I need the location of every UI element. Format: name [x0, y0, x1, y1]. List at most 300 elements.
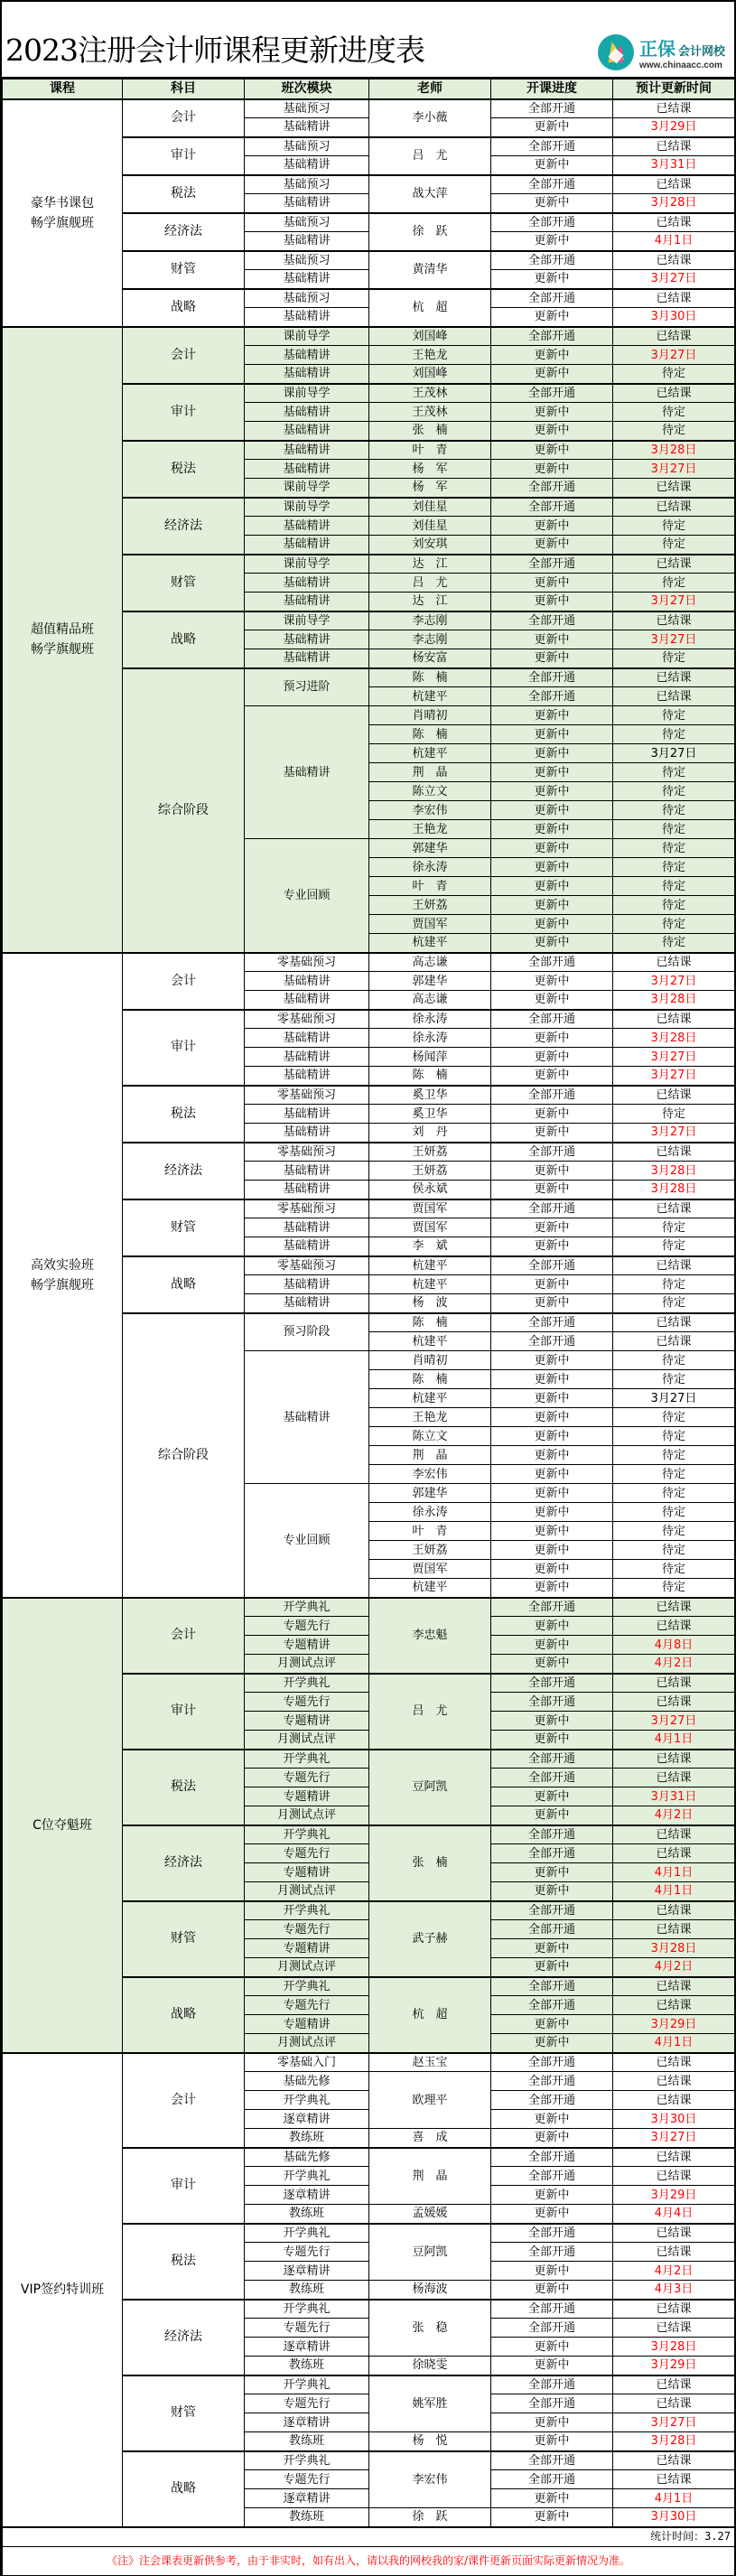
progress-cell: 更新中 [491, 706, 613, 725]
progress-cell: 更新中 [491, 2508, 613, 2527]
update-time-cell: 3月27日 [613, 630, 735, 649]
update-time-cell: 3月28日 [613, 2338, 735, 2357]
progress-cell: 更新中 [491, 156, 613, 175]
progress-cell: 全部开通 [491, 1769, 613, 1787]
update-time-cell: 已结课 [613, 384, 735, 403]
progress-cell: 更新中 [491, 858, 613, 877]
update-time-cell: 3月27日 [613, 1048, 735, 1067]
progress-cell: 更新中 [491, 441, 613, 460]
update-time-cell: 3月28日 [613, 1939, 735, 1958]
teacher-cell: 徐永涛 [369, 858, 491, 877]
progress-cell: 全部开通 [491, 668, 613, 687]
subject-cell: 审计 [123, 137, 245, 175]
progress-cell: 全部开通 [491, 2053, 613, 2072]
teacher-cell: 徐 跃 [369, 213, 491, 251]
module-cell: 课前导学 [245, 498, 369, 517]
teacher-cell: 黄清华 [369, 251, 491, 289]
module-cell: 基础精讲 [245, 1048, 369, 1067]
course-cell: C位夺魁班 [3, 1598, 123, 2053]
teacher-cell: 王艳龙 [369, 1408, 491, 1427]
subject-cell: 经济法 [123, 2300, 245, 2375]
update-time-cell: 待定 [613, 1237, 735, 1256]
teacher-cell: 郭建华 [369, 839, 491, 858]
progress-cell: 全部开通 [491, 2148, 613, 2167]
progress-cell: 更新中 [491, 2034, 613, 2053]
progress-cell: 更新中 [491, 2262, 613, 2281]
teacher-cell: 徐永涛 [369, 1503, 491, 1522]
progress-cell: 更新中 [491, 2338, 613, 2357]
update-time-cell: 待定 [613, 1370, 735, 1389]
module-cell: 专题先行 [245, 2470, 369, 2489]
teacher-cell: 陈 楠 [369, 668, 491, 687]
progress-cell: 更新中 [491, 1958, 613, 1977]
progress-cell: 更新中 [491, 1712, 613, 1731]
table-row [3, 953, 735, 972]
teacher-cell: 陈立文 [369, 782, 491, 801]
teacher-cell: 杭 超 [369, 1977, 491, 2053]
update-time-cell: 4月3日 [613, 2281, 735, 2300]
module-cell: 课前导学 [245, 611, 369, 630]
progress-cell: 更新中 [491, 2205, 613, 2224]
progress-cell: 更新中 [491, 2357, 613, 2375]
logo-brand: 正保 [638, 38, 675, 60]
update-time-cell: 待定 [613, 517, 735, 536]
subject-cell: 税法 [123, 441, 245, 498]
update-time-cell: 3月27日 [613, 346, 735, 365]
module-cell: 专业回顾 [245, 839, 369, 953]
subject-cell: 会计 [123, 327, 245, 384]
subject-cell: 会计 [123, 1598, 245, 1674]
update-time-cell: 4月1日 [613, 1731, 735, 1750]
update-time-cell: 已结课 [613, 1313, 735, 1332]
update-time-cell: 已结课 [613, 137, 735, 156]
progress-cell: 更新中 [491, 536, 613, 555]
update-time-cell: 已结课 [613, 1617, 735, 1636]
teacher-cell: 李忠魁 [369, 1598, 491, 1674]
module-cell: 开学典礼 [245, 2375, 369, 2394]
update-time-cell: 已结课 [613, 1674, 735, 1693]
module-cell: 基础精讲 [245, 156, 369, 175]
teacher-cell: 王妍荔 [369, 1143, 491, 1162]
teacher-cell: 李志刚 [369, 611, 491, 630]
module-cell: 逐章精讲 [245, 2262, 369, 2281]
stat-time: 统计时间：3.27 [3, 2527, 735, 2547]
update-time-cell: 已结课 [613, 2167, 735, 2186]
teacher-cell: 王妍荔 [369, 1541, 491, 1560]
progress-cell: 全部开通 [491, 2451, 613, 2470]
teacher-cell: 荆 晶 [369, 763, 491, 782]
update-time-cell: 已结课 [613, 1143, 735, 1162]
progress-cell: 更新中 [491, 1162, 613, 1181]
progress-cell: 全部开通 [491, 289, 613, 308]
progress-cell: 更新中 [491, 1560, 613, 1579]
progress-cell: 更新中 [491, 896, 613, 915]
progress-cell: 全部开通 [491, 1977, 613, 1996]
update-time-cell: 待定 [613, 574, 735, 593]
module-cell: 零基础预习 [245, 1256, 369, 1275]
teacher-cell: 李志刚 [369, 630, 491, 649]
module-cell: 开学典礼 [245, 2224, 369, 2243]
subject-cell: 审计 [123, 1010, 245, 1086]
module-cell: 基础精讲 [245, 1105, 369, 1124]
progress-cell: 更新中 [491, 1655, 613, 1674]
progress-cell: 全部开通 [491, 213, 613, 232]
module-cell: 基础先修 [245, 2072, 369, 2091]
module-cell: 基础精讲 [245, 194, 369, 213]
progress-cell: 更新中 [491, 991, 613, 1010]
teacher-cell: 杭建平 [369, 934, 491, 953]
subject-cell: 审计 [123, 2148, 245, 2224]
progress-cell: 全部开通 [491, 1143, 613, 1162]
teacher-cell: 陈 楠 [369, 1313, 491, 1332]
update-time-cell: 已结课 [613, 1825, 735, 1844]
module-cell: 基础精讲 [245, 1029, 369, 1048]
teacher-cell: 肖晴初 [369, 1351, 491, 1370]
teacher-cell: 荆 晶 [369, 2148, 491, 2205]
progress-cell: 更新中 [491, 1294, 613, 1313]
module-cell: 专题先行 [245, 1693, 369, 1712]
footer-note: 《注》注会课表更新供参考，由于非实时，如有出入，请以我的网校我的家/课件更新页面实际更新情况为准。 [3, 2547, 735, 2576]
teacher-cell: 叶 青 [369, 1522, 491, 1541]
subject-cell: 战略 [123, 1256, 245, 1313]
module-cell: 开学典礼 [245, 2091, 369, 2110]
progress-cell: 全部开通 [491, 2091, 613, 2110]
subject-cell: 财管 [123, 251, 245, 289]
progress-cell: 全部开通 [491, 687, 613, 706]
update-time-cell: 已结课 [613, 1901, 735, 1920]
update-time-cell: 已结课 [613, 668, 735, 687]
module-cell: 专题精讲 [245, 1636, 369, 1655]
teacher-cell: 战大萍 [369, 175, 491, 213]
teacher-cell: 王艳龙 [369, 346, 491, 365]
update-time-cell: 待定 [613, 365, 735, 384]
teacher-cell: 孟媛媛 [369, 2205, 491, 2224]
update-time-cell: 已结课 [613, 289, 735, 308]
module-cell: 专题先行 [245, 2319, 369, 2338]
update-time-cell: 已结课 [613, 498, 735, 517]
module-cell: 基础预习 [245, 137, 369, 156]
course-section [3, 953, 735, 1598]
module-cell: 基础精讲 [245, 422, 369, 441]
teacher-cell: 达 江 [369, 555, 491, 574]
progress-cell: 全部开通 [491, 1825, 613, 1844]
update-time-cell: 待定 [613, 1560, 735, 1579]
update-time-cell: 3月28日 [613, 1029, 735, 1048]
update-time-cell: 3月27日 [613, 744, 735, 763]
progress-cell: 更新中 [491, 763, 613, 782]
teacher-cell: 高志谦 [369, 953, 491, 972]
progress-cell: 更新中 [491, 574, 613, 593]
course-section [3, 2053, 735, 2527]
table-row [3, 1598, 735, 1617]
module-cell: 基础精讲 [245, 270, 369, 289]
teacher-cell: 荆 晶 [369, 1446, 491, 1465]
progress-cell: 更新中 [491, 2281, 613, 2300]
progress-cell: 全部开通 [491, 2072, 613, 2091]
table-row [3, 327, 735, 346]
progress-cell: 全部开通 [491, 498, 613, 517]
module-cell: 逐章精讲 [245, 2413, 369, 2432]
teacher-cell: 李 斌 [369, 1237, 491, 1256]
module-cell: 月测试点评 [245, 1882, 369, 1901]
update-time-cell: 待定 [613, 1503, 735, 1522]
teacher-cell: 刘 丹 [369, 1124, 491, 1143]
module-cell: 开学典礼 [245, 2300, 369, 2319]
progress-cell: 更新中 [491, 308, 613, 327]
progress-cell: 更新中 [491, 1503, 613, 1522]
update-time-cell: 3月28日 [613, 1181, 735, 1199]
module-cell: 教练班 [245, 2357, 369, 2375]
update-time-cell: 3月30日 [613, 2508, 735, 2527]
teacher-cell: 王茂林 [369, 384, 491, 403]
teacher-cell: 姚军胜 [369, 2375, 491, 2432]
update-time-cell: 已结课 [613, 2072, 735, 2091]
module-cell: 零基础预习 [245, 1143, 369, 1162]
progress-cell: 更新中 [491, 877, 613, 896]
update-time-cell: 已结课 [613, 1769, 735, 1787]
subject-cell: 会计 [123, 2053, 245, 2148]
progress-cell: 全部开通 [491, 2224, 613, 2243]
progress-cell: 更新中 [491, 1427, 613, 1446]
table-row [3, 99, 735, 118]
update-time-cell: 3月27日 [613, 2413, 735, 2432]
module-cell: 开学典礼 [245, 1750, 369, 1769]
update-time-cell: 已结课 [613, 251, 735, 270]
update-time-cell: 已结课 [613, 2470, 735, 2489]
update-time-cell: 已结课 [613, 2394, 735, 2413]
update-time-cell: 已结课 [613, 687, 735, 706]
note-row [3, 2547, 735, 2576]
progress-cell: 全部开通 [491, 1674, 613, 1693]
progress-cell: 更新中 [491, 1067, 613, 1086]
module-cell: 基础精讲 [245, 1294, 369, 1313]
update-time-cell: 已结课 [613, 1844, 735, 1863]
update-time-cell: 待定 [613, 763, 735, 782]
update-time-cell: 已结课 [613, 1086, 735, 1105]
update-time-cell: 已结课 [613, 1920, 735, 1939]
update-time-cell: 已结课 [613, 327, 735, 346]
chinaacc-logo [598, 34, 725, 70]
teacher-cell: 张 楠 [369, 1825, 491, 1901]
progress-cell: 更新中 [491, 744, 613, 763]
update-time-cell: 待定 [613, 706, 735, 725]
module-cell: 基础精讲 [245, 1275, 369, 1294]
teacher-cell: 杨闻萍 [369, 1048, 491, 1067]
module-cell: 专题先行 [245, 2243, 369, 2262]
module-cell: 月测试点评 [245, 1731, 369, 1750]
progress-cell: 更新中 [491, 1275, 613, 1294]
update-time-cell: 待定 [613, 1427, 735, 1446]
teacher-cell: 杭建平 [369, 687, 491, 706]
module-cell: 开学典礼 [245, 1674, 369, 1693]
module-cell: 开学典礼 [245, 2451, 369, 2470]
subject-cell: 经济法 [123, 1143, 245, 1199]
progress-cell: 更新中 [491, 232, 613, 251]
progress-cell: 更新中 [491, 1446, 613, 1465]
progress-cell: 全部开通 [491, 2375, 613, 2394]
update-time-cell: 已结课 [613, 1010, 735, 1029]
progress-cell: 更新中 [491, 517, 613, 536]
update-time-cell: 已结课 [613, 2243, 735, 2262]
update-time-cell: 3月27日 [613, 1712, 735, 1731]
teacher-cell: 陈 楠 [369, 725, 491, 744]
course-cell: 高效实验班 畅学旗舰班 [3, 953, 123, 1598]
update-time-cell: 3月27日 [613, 2129, 735, 2148]
update-time-cell: 待定 [613, 820, 735, 839]
update-time-cell: 待定 [613, 536, 735, 555]
teacher-cell: 徐永涛 [369, 1029, 491, 1048]
progress-cell: 更新中 [491, 194, 613, 213]
teacher-cell: 吕 尤 [369, 1674, 491, 1750]
progress-cell: 更新中 [491, 1939, 613, 1958]
progress-cell: 全部开通 [491, 1086, 613, 1105]
progress-cell: 更新中 [491, 2186, 613, 2205]
progress-cell: 更新中 [491, 1389, 613, 1408]
teacher-cell: 张 稳 [369, 2300, 491, 2357]
logo-sub: 会计网校 [677, 45, 725, 59]
progress-cell: 全部开通 [491, 2167, 613, 2186]
teacher-cell: 叶 青 [369, 877, 491, 896]
subject-cell: 战略 [123, 1977, 245, 2053]
update-time-cell: 待定 [613, 1351, 735, 1370]
progress-cell: 更新中 [491, 118, 613, 137]
progress-cell: 更新中 [491, 839, 613, 858]
module-cell: 零基础入门 [245, 2053, 369, 2072]
progress-cell: 更新中 [491, 1617, 613, 1636]
subject-cell: 经济法 [123, 498, 245, 555]
course-cell: VIP签约特训班 [3, 2053, 123, 2527]
update-time-cell: 待定 [613, 649, 735, 668]
update-time-cell: 3月29日 [613, 2357, 735, 2375]
teacher-cell: 王妍荔 [369, 1162, 491, 1181]
module-cell: 基础精讲 [245, 536, 369, 555]
update-time-cell: 4月4日 [613, 2205, 735, 2224]
module-cell: 基础精讲 [245, 574, 369, 593]
subject-cell: 税法 [123, 175, 245, 213]
progress-cell: 更新中 [491, 1048, 613, 1067]
header-progress: 开课进度 [491, 79, 613, 99]
update-time-cell: 已结课 [613, 1199, 735, 1218]
update-time-cell: 待定 [613, 403, 735, 422]
module-cell: 基础精讲 [245, 1181, 369, 1199]
update-time-cell: 3月27日 [613, 972, 735, 991]
progress-cell: 全部开通 [491, 611, 613, 630]
subject-cell: 审计 [123, 1674, 245, 1750]
module-cell: 逐章精讲 [245, 2110, 369, 2129]
teacher-cell: 王妍荔 [369, 896, 491, 915]
module-cell: 零基础预习 [245, 1086, 369, 1105]
update-time-cell: 3月28日 [613, 991, 735, 1010]
update-time-cell: 待定 [613, 1522, 735, 1541]
progress-cell: 更新中 [491, 1731, 613, 1750]
update-time-cell: 3月27日 [613, 1124, 735, 1143]
progress-cell: 更新中 [491, 1882, 613, 1901]
module-cell: 专题先行 [245, 1996, 369, 2015]
progress-cell: 全部开通 [491, 1313, 613, 1332]
progress-cell: 更新中 [491, 915, 613, 934]
course-cell: 豪华书课包 畅学旗舰班 [3, 99, 123, 327]
subject-cell: 综合阶段 [123, 1313, 245, 1598]
module-cell: 零基础预习 [245, 1199, 369, 1218]
progress-cell: 全部开通 [491, 1332, 613, 1351]
teacher-cell: 刘安琪 [369, 536, 491, 555]
update-time-cell: 待定 [613, 1465, 735, 1484]
module-cell: 基础精讲 [245, 1237, 369, 1256]
title-bar [2, 2, 734, 79]
module-cell: 专题精讲 [245, 1939, 369, 1958]
teacher-cell: 徐永涛 [369, 1010, 491, 1029]
progress-cell: 全部开通 [491, 555, 613, 574]
update-time-cell: 待定 [613, 782, 735, 801]
teacher-cell: 刘佳星 [369, 517, 491, 536]
teacher-cell: 贾国军 [369, 1218, 491, 1237]
progress-cell: 全部开通 [491, 1996, 613, 2015]
subject-cell: 会计 [123, 99, 245, 137]
progress-cell: 更新中 [491, 1029, 613, 1048]
module-cell: 教练班 [245, 2508, 369, 2527]
module-cell: 专题先行 [245, 1769, 369, 1787]
module-cell: 开学典礼 [245, 1598, 369, 1617]
progress-cell: 更新中 [491, 630, 613, 649]
progress-cell: 全部开通 [491, 384, 613, 403]
progress-cell: 更新中 [491, 1787, 613, 1806]
teacher-cell: 欧理平 [369, 2072, 491, 2129]
teacher-cell: 刘佳星 [369, 498, 491, 517]
update-time-cell: 3月30日 [613, 2110, 735, 2129]
teacher-cell: 吕 尤 [369, 574, 491, 593]
teacher-cell: 杨 军 [369, 460, 491, 479]
teacher-cell: 喜 成 [369, 2129, 491, 2148]
module-cell: 月测试点评 [245, 2034, 369, 2053]
update-time-cell: 3月31日 [613, 156, 735, 175]
module-cell: 基础预习 [245, 289, 369, 308]
update-time-cell: 3月27日 [613, 460, 735, 479]
teacher-cell: 豆阿凯 [369, 2224, 491, 2281]
progress-cell: 更新中 [491, 1484, 613, 1503]
update-time-cell: 已结课 [613, 213, 735, 232]
module-cell: 开学典礼 [245, 1901, 369, 1920]
progress-cell: 更新中 [491, 593, 613, 611]
progress-cell: 全部开通 [491, 1010, 613, 1029]
progress-cell: 更新中 [491, 346, 613, 365]
course-section [3, 99, 735, 327]
progress-cell: 全部开通 [491, 1256, 613, 1275]
progress-cell: 全部开通 [491, 2319, 613, 2338]
module-cell: 专题先行 [245, 2394, 369, 2413]
update-time-cell: 已结课 [613, 1598, 735, 1617]
teacher-cell: 吕 尤 [369, 137, 491, 175]
progress-cell: 更新中 [491, 2432, 613, 2451]
progress-cell: 更新中 [491, 782, 613, 801]
progress-cell: 更新中 [491, 1408, 613, 1427]
module-cell: 基础精讲 [245, 403, 369, 422]
update-time-cell: 4月2日 [613, 1655, 735, 1674]
teacher-cell: 杨 悦 [369, 2432, 491, 2451]
progress-cell: 更新中 [491, 1863, 613, 1882]
module-cell: 基础精讲 [245, 972, 369, 991]
progress-cell: 全部开通 [491, 1693, 613, 1712]
update-time-cell: 已结课 [613, 99, 735, 118]
module-cell: 基础精讲 [245, 649, 369, 668]
update-time-cell: 已结课 [613, 1977, 735, 1996]
teacher-cell: 张 楠 [369, 422, 491, 441]
progress-cell: 更新中 [491, 1522, 613, 1541]
update-time-cell: 待定 [613, 839, 735, 858]
update-time-cell: 4月2日 [613, 1806, 735, 1825]
page-title: 2023注册会计师课程更新进度表 [5, 33, 424, 68]
teacher-cell: 杭建平 [369, 1256, 491, 1275]
update-time-cell: 已结课 [613, 2148, 735, 2167]
